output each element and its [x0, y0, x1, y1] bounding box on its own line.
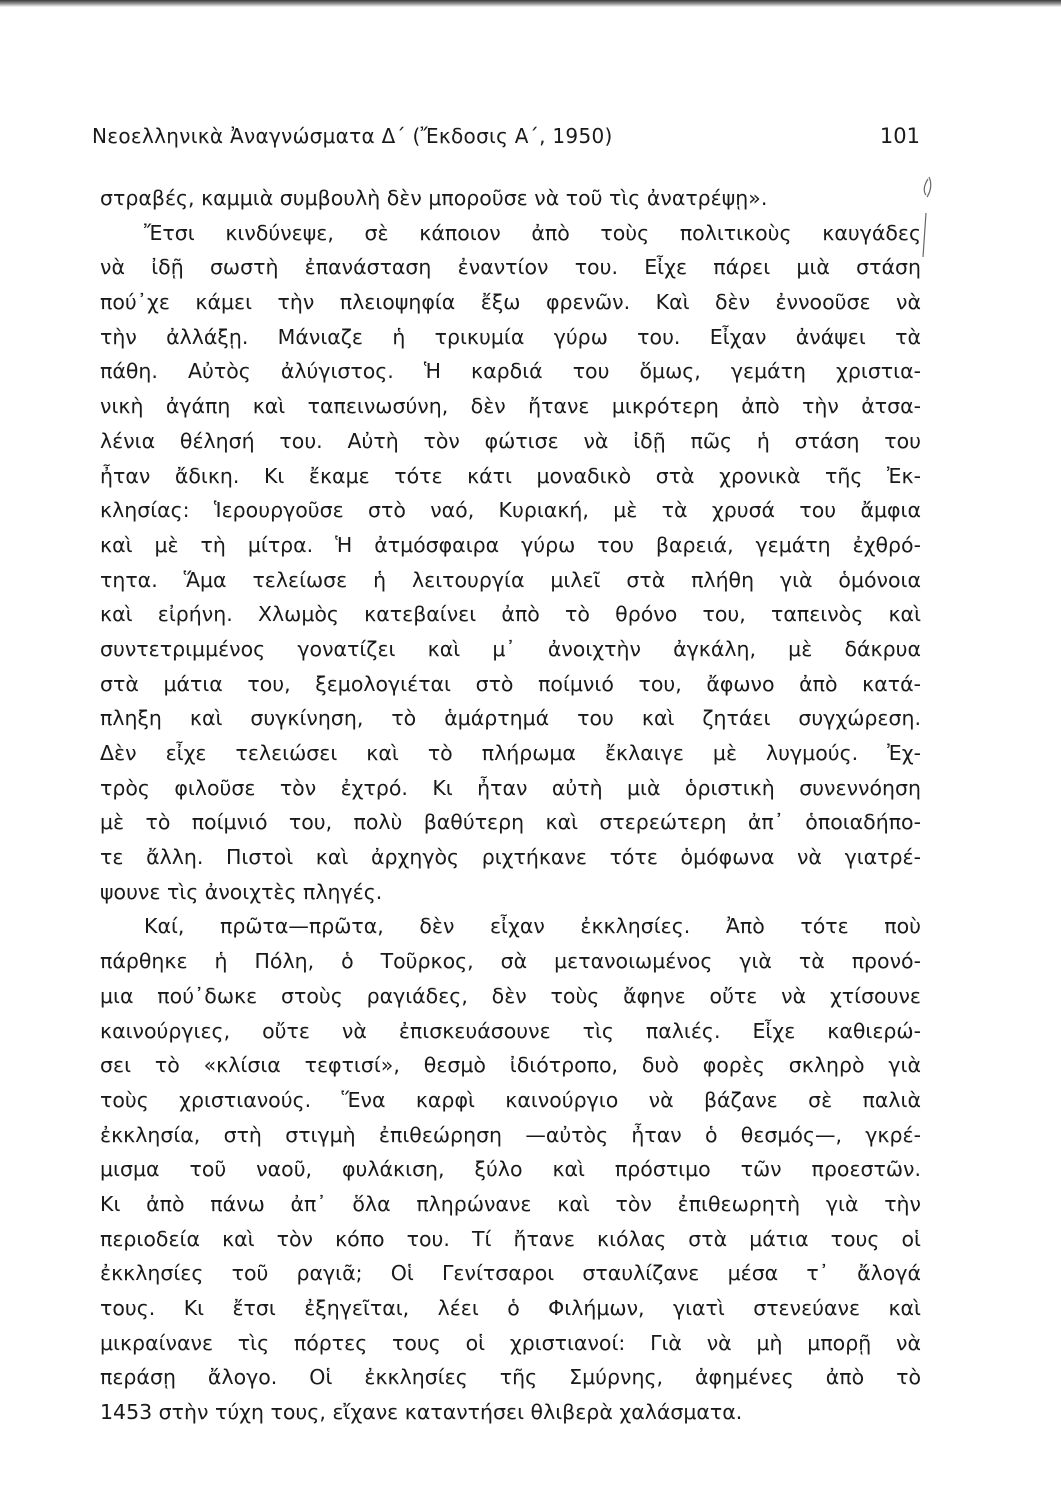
text-line: τοὺς χριστιανούς. Ἕνα καρφὶ καινούργιο νὰ βάζανε σὲ παλιὰ: [100, 1087, 921, 1112]
body-text: [100, 181, 921, 1430]
text-line: σει τὸ «κλίσια τεφτισί», θεσμὸ ἰδιότροπο, δυὸ φορὲς σκληρὸ γιὰ: [100, 1053, 921, 1078]
text-line: νὰ ἰδῇ σωστὴ ἐπανάσταση ἐναντίον του. Εἶχε πάρει μιὰ στάση: [100, 255, 921, 280]
text-line: τε ἄλλη. Πιστοὶ καὶ ἀρχηγὸς ριχτήκανε τότε ὁμόφωνα νὰ γιατρέ-: [100, 845, 921, 870]
text-line: μικραίνανε τὶς πόρτες τους οἱ χριστιανοί: Γιὰ νὰ μὴ μπορῇ νὰ: [100, 1330, 921, 1355]
text-line: καινούργιες, οὔτε νὰ ἐπισκευάσουνε τὶς παλιές. Εἶχε καθιερώ-: [100, 1018, 921, 1043]
margin-pencil-mark: [920, 173, 936, 259]
text-line: Δὲν εἶχε τελειώσει καὶ τὸ πλήρωμα ἔκλαιγε μὲ λυγμούς. Ἐχ-: [100, 741, 921, 765]
text-line: περιοδεία καὶ τὸν κόπο του. Τί ἤτανε κιόλας στὰ μάτια τους οἱ: [100, 1226, 921, 1251]
text-line: ψουνε τὶς ἀνοιχτὲς πληγές.: [100, 879, 383, 904]
text-line: τὴν ἀλλάξῃ. Μάνιαζε ἡ τρικυμία γύρω του. Εἶχαν ἀνάψει τὰ: [100, 324, 921, 349]
text-line: μια πού᾽δωκε στοὺς ραγιάδες, δὲν τοὺς ἄφηνε οὔτε νὰ χτίσουνε: [100, 983, 921, 1008]
text-line: τητα. Ἅμα τελείωσε ἡ λειτουργία μιλεῖ στὰ πλήθη γιὰ ὁμόνοια: [100, 567, 921, 592]
text-line: τρὸς φιλοῦσε τὸν ἐχτρό. Κι ἦταν αὐτὴ μιὰ ὁριστικὴ συνεννόηση: [100, 775, 921, 800]
text-line: ἐκκλησίες τοῦ ραγιᾶ; Οἱ Γενίτσαροι σταυλίζανε μέσα τ᾽ ἄλογά: [100, 1261, 921, 1286]
text-line: τους. Κι ἔτσι ἐξηγεῖται, λέει ὁ Φιλήμων, γιατὶ στενεύανε καὶ: [100, 1296, 921, 1320]
text-line: Κι ἀπὸ πάνω ἀπ᾽ ὅλα πληρώνανε καὶ τὸν ἐπιθεωρητὴ γιὰ τὴν: [100, 1191, 921, 1216]
text-line: λένια θέλησή του. Αὐτὴ τὸν φώτισε νὰ ἰδῇ πῶς ἡ στάση του: [100, 428, 921, 453]
text-line: καὶ εἰρήνη. Χλωμὸς κατεβαίνει ἀπὸ τὸ θρόνο του, ταπεινὸς καὶ: [100, 602, 921, 627]
text-line: Ἔτσι κινδύνεψε, σὲ κάποιον ἀπὸ τοὺς πολιτικοὺς καυγάδες: [144, 220, 921, 245]
scan-top-edge: [0, 0, 1061, 7]
text-line: μισμα τοῦ ναοῦ, φυλάκιση, ξύλο καὶ πρόστιμο τῶν προεστῶν.: [100, 1157, 921, 1182]
text-line: πάρθηκε ἡ Πόλη, ὁ Τοῦρκος, σὰ μετανοιωμένος γιὰ τὰ προνό-: [100, 949, 921, 974]
text-line: συντετριμμένος γονατίζει καὶ μ᾽ ἀνοιχτὴν ἀγκάλη, μὲ δάκρυα: [100, 636, 921, 661]
running-title: Νεοελληνικὰ Ἀναγνώσματα Δ΄ (Ἔκδοσις Α΄, 1950): [92, 124, 613, 148]
text-line: Καί, πρῶτα—πρῶτα, δὲν εἶχαν ἐκκλησίες. Ἀπὸ τότε ποὺ: [144, 914, 921, 939]
running-header: [92, 124, 920, 158]
text-line: πληξη καὶ συγκίνηση, τὸ ἁμάρτημά του καὶ ζητάει συγχώρεση.: [100, 706, 921, 731]
text-line: καὶ μὲ τὴ μίτρα. Ἡ ἀτμόσφαιρα γύρω του βαρειά, γεμάτη ἐχθρό-: [100, 532, 921, 557]
text-line: ἦταν ἄδικη. Κι ἔκαμε τότε κάτι μοναδικὸ στὰ χρονικὰ τῆς Ἐκ-: [100, 463, 921, 488]
text-line: περάσῃ ἄλογο. Οἱ ἐκκλησίες τῆς Σμύρνης, ἀφημένες ἀπὸ τὸ: [100, 1365, 921, 1390]
text-line: στὰ μάτια του, ξεμολογιέται στὸ ποίμνιό του, ἄφωνο ἀπὸ κατά-: [100, 671, 921, 696]
text-line: ἐκκλησία, στὴ στιγμὴ ἐπιθεώρηση —αὐτὸς ἦταν ὁ θεσμός—, γκρέ-: [100, 1122, 921, 1147]
text-line: πάθη. Αὐτὸς ἀλύγιστος. Ἡ καρδιά του ὅμως, γεμάτη χριστια-: [100, 359, 921, 384]
text-line: πού᾽χε κάμει τὴν πλειοψηφία ἔξω φρενῶν. Καὶ δὲν ἐννοοῦσε νὰ: [100, 290, 921, 315]
page-number: 101: [879, 124, 920, 148]
text-line: 1453 στὴν τύχη τους, εἴχανε καταντήσει θλιβερὰ χαλάσματα.: [100, 1400, 743, 1425]
text-line: νικὴ ἀγάπη καὶ ταπεινωσύνη, δὲν ἤτανε μικρότερη ἀπὸ τὴν ἀτσα-: [100, 394, 921, 419]
text-line: στραβές, καμμιὰ συμβουλὴ δὲν μποροῦσε νὰ τοῦ τὶς ἀνατρέψῃ».: [100, 186, 768, 210]
text-line: κλησίας: Ἱερουργοῦσε στὸ ναό, Κυριακή, μὲ τὰ χρυσά του ἄμφια: [100, 498, 921, 523]
text-line: μὲ τὸ ποίμνιό του, πολὺ βαθύτερη καὶ στερεώτερη ἀπ᾽ ὁποιαδήπο-: [100, 810, 921, 835]
